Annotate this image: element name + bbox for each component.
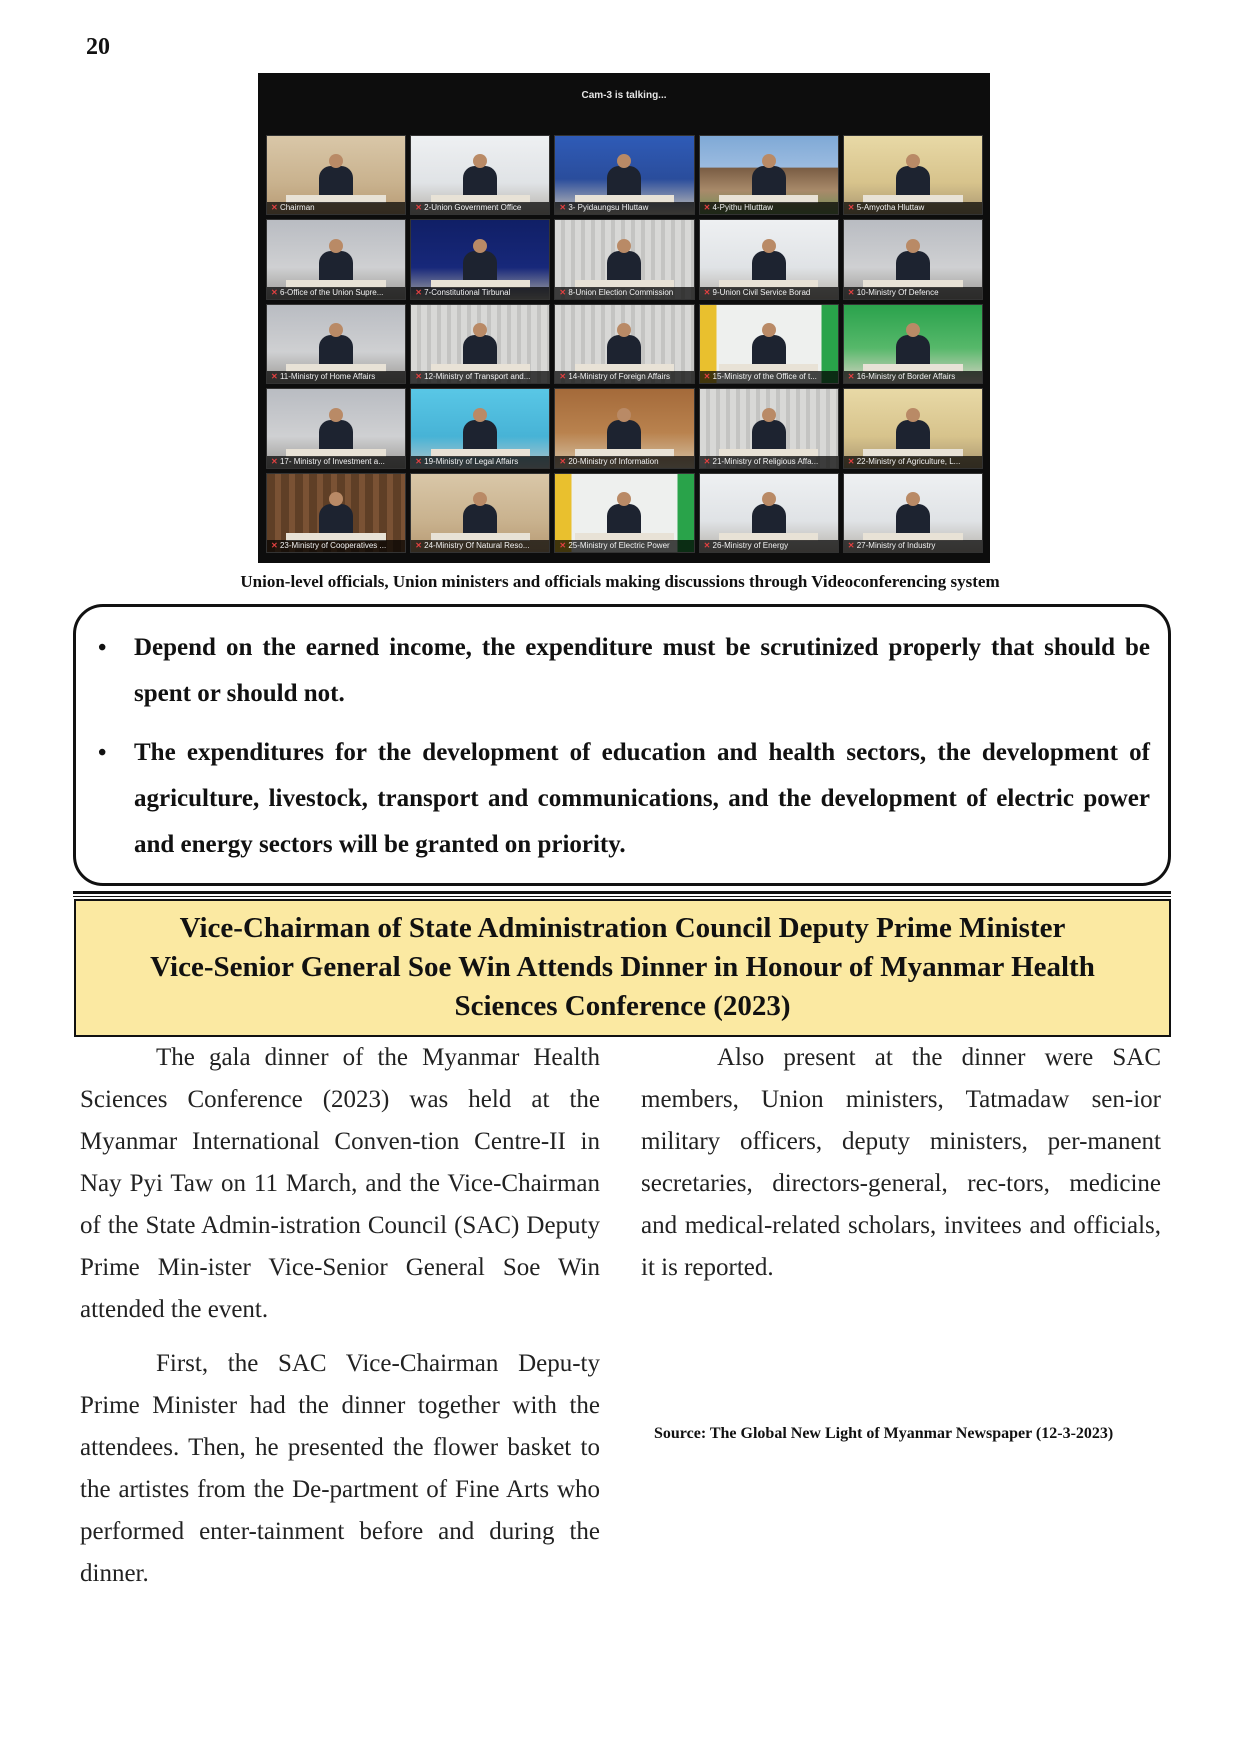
participant-tile [554,473,694,553]
participant-tile [266,388,406,468]
participant-label: ✕ 6-Office of the Union Supre... [267,287,405,299]
participant-tile [410,219,550,299]
participant-tile [554,304,694,384]
participant-grid [266,135,983,553]
participant-label: ✕ 10-Ministry Of Defence [844,287,982,299]
participant-label: ✕ 11-Ministry of Home Affairs [267,371,405,383]
article-headline [74,899,1171,1037]
participant-label: ✕ 17- Ministry of Investment a... [267,456,405,468]
key-points-list [134,625,1150,881]
divider-rule [73,891,1171,894]
participant-tile [843,388,983,468]
participant-label: ✕ 8-Union Election Commission [555,287,693,299]
participant-tile [843,135,983,215]
participant-label: ✕ 20-Ministry of Information [555,456,693,468]
source-credit: Source: The Global New Light of Myanmar Newspaper (12-3-2023) [654,1425,1114,1442]
article-paragraph: First, the SAC Vice-Chairman Depu-ty Prime Minister had the dinner together with the attendees. Then, he presented the flower basket to the artistes from the De-partment of Fine Arts who performed enter-tainment before and during the dinner. [80,1350,600,1587]
participant-tile [266,135,406,215]
participant-tile [699,473,839,553]
participant-label: ✕ 26-Ministry of Energy [700,540,838,552]
page-number: 20 [86,34,110,60]
participant-tile [843,473,983,553]
participant-tile [554,135,694,215]
key-point-item: • The expenditures for the development of education and health sectors, the development of agriculture, livestock, transport and communications, and the development of electric power and energy sectors will be granted on priority. [134,730,1150,868]
participant-tile [699,135,839,215]
participant-tile [266,304,406,384]
article-paragraph: The gala dinner of the Myanmar Health Sciences Conference (2023) was held at the Myanmar International Conven-tion Centre-II in Nay Pyi Taw on 11 March, and the Vice-Chairman of the State Admin-istration Council (SAC) Deputy Prime Min-ister Vice-Senior General Soe Win attended the event. [80,1044,600,1323]
participant-label: ✕ 27-Ministry of Industry [844,540,982,552]
participant-label: ✕ 25-Ministry of Electric Power [555,540,693,552]
participant-tile [843,304,983,384]
participant-label: ✕ 22-Ministry of Agriculture, L... [844,456,982,468]
article-column-left [80,1037,600,1607]
videoconference-photo [258,73,990,563]
participant-tile [410,135,550,215]
participant-tile [699,219,839,299]
participant-label: ✕ 16-Ministry of Border Affairs [844,371,982,383]
key-point-item: • Depend on the earned income, the expenditure must be scrutinized properly that should be spent or should not. [134,625,1150,717]
article-column-right [641,1037,1161,1301]
participant-label: ✕ 21-Ministry of Religious Affa... [700,456,838,468]
headline-line: Vice-Senior General Soe Win Attends Dinner in Honour of Myanmar Health [150,951,1095,983]
participant-tile [410,473,550,553]
participant-label: ✕ 5-Amyotha Hluttaw [844,202,982,214]
participant-label: ✕ 9-Union Civil Service Borad [700,287,838,299]
participant-tile [843,219,983,299]
participant-tile [266,219,406,299]
talking-indicator: Cam-3 is talking... [581,90,667,101]
participant-label: ✕ 24-Ministry Of Natural Reso... [411,540,549,552]
participant-tile [410,304,550,384]
participant-tile [699,304,839,384]
participant-label: ✕ 14-Ministry of Foreign Affairs [555,371,693,383]
participant-tile [554,388,694,468]
participant-tile [554,219,694,299]
participant-tile [699,388,839,468]
participant-label: ✕ 7-Constitutional Tirbunal [411,287,549,299]
participant-label: ✕ 12-Ministry of Transport and... [411,371,549,383]
participant-tile [410,388,550,468]
headline-line: Vice-Chairman of State Administration Council Deputy Prime Minister [179,912,1066,944]
divider-rule-thin [73,896,1171,897]
key-points-box [73,604,1171,886]
participant-label: ✕ 2-Union Government Office [411,202,549,214]
participant-label: ✕ Chairman [267,202,405,214]
participant-label: ✕ 15-Ministry of the Office of t... [700,371,838,383]
participant-label: ✕ 4-Pyithu Hlutttaw [700,202,838,214]
headline-line: Sciences Conference (2023) [454,990,791,1022]
article-paragraph: Also present at the dinner were SAC members, Union ministers, Tatmadaw sen-ior military officers, deputy ministers, per-manent secretaries, directors-general, rec-tors, medicine and medical-related scholars, invitees and officials, it is reported. [641,1044,1161,1281]
participant-label: ✕ 3- Pyidaungsu Hluttaw [555,202,693,214]
participant-label: ✕ 19-Ministry of Legal Affairs [411,456,549,468]
photo-caption: Union-level officials, Union ministers and officials making discussions through Videoconferencing system [240,572,1000,591]
participant-tile [266,473,406,553]
participant-label: ✕ 23-Ministry of Cooperatives ... [267,540,405,552]
